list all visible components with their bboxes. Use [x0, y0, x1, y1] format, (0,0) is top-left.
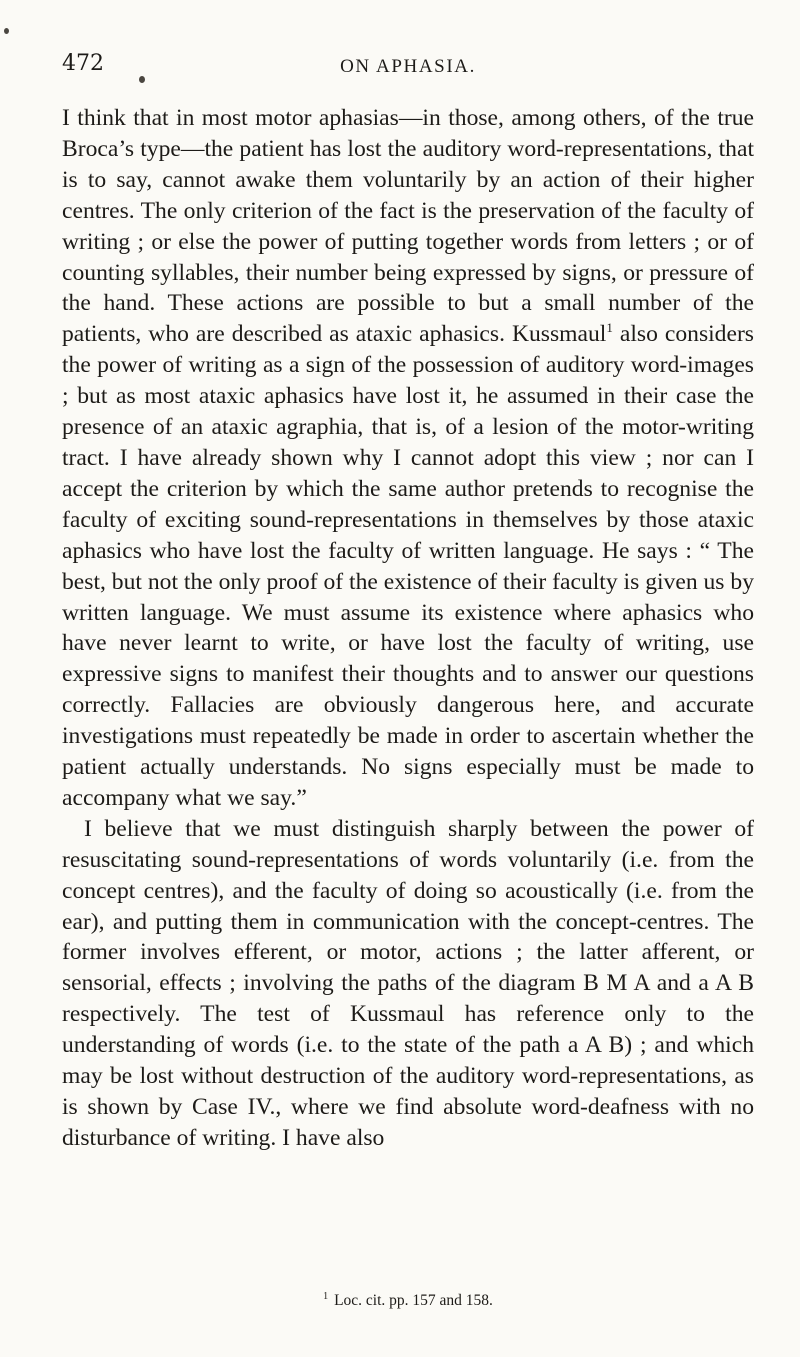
paragraph-2: I believe that we must distinguish sharply between the power of resuscitating sound-representations of words voluntarily (i.e. from the concept centres), and the faculty of doing so acoustically (i.e. from the ear), and putting them in communication with the concept-centres. The former involves efferent, or motor, actions ; the latter afferent, or sensorial, effects ; involving the paths of the diagram B M A and a A B respectively. The test of Kussmaul has reference only to the understanding of words (i.e. to the state of the path a A B) ; and which may be lost without destruction of the auditory word-representations, as is shown by Case IV., where we find absolute word-deafness with no disturbance of writing. I have also [62, 815, 754, 1151]
footnote [62, 1287, 754, 1311]
paragraph-1-text-continued: also considers the power of writing as a sign of the possession of auditory word-images ; but as most ataxic aphasics have lost it, he assumed in their case the presence of an ataxic agraphia, that is, of a lesion of the motor-writing tract. I have already shown why I cannot adopt this view ; nor can I accept the criterion by which the same author pretends to recognise the faculty of exciting sound-representations in themselves by those ataxic aphasics who have lost the faculty of written language. He says : “ The best, but not the only proof of the existence of their faculty is given us by written language. We must assume its existence where aphasics who have never learnt to write, or have lost the faculty of writing, use expressive signs to manifest their thoughts and to answer our questions correctly. Fallacies are obviously dangerous here, and accurate investigations must repeatedly be made in order to ascertain whether the patient actually understands. No signs especially must be made to accompany what we say.” [62, 321, 754, 811]
print-speck [4, 28, 9, 34]
running-head [62, 50, 754, 86]
footnote-reference: 1 [606, 320, 613, 336]
paragraph-1-text: I think that in most motor aphasias—in those, among others, of the true Broca’s type—the patient has lost the auditory word-representations, that is to say, cannot awake them voluntarily by an action of their higher centres. The only criterion of the fact is the preservation of the faculty of writing ; or else the power of putting together words from letters ; or of counting syllables, their number being expressed by signs, or pressure of the hand. These actions are possible to but a small number of the patients, who are described as ataxic aphasics. Kussmaul [62, 105, 754, 348]
footnote-text: Loc. cit. pp. 157 and 158. [334, 1292, 493, 1310]
paragraph-1 [62, 103, 754, 814]
footnote-number: 1 [323, 1291, 329, 1302]
page-number: 472 [62, 51, 104, 76]
running-title: ON APHASIA. [340, 56, 476, 77]
body-text [62, 103, 754, 1154]
